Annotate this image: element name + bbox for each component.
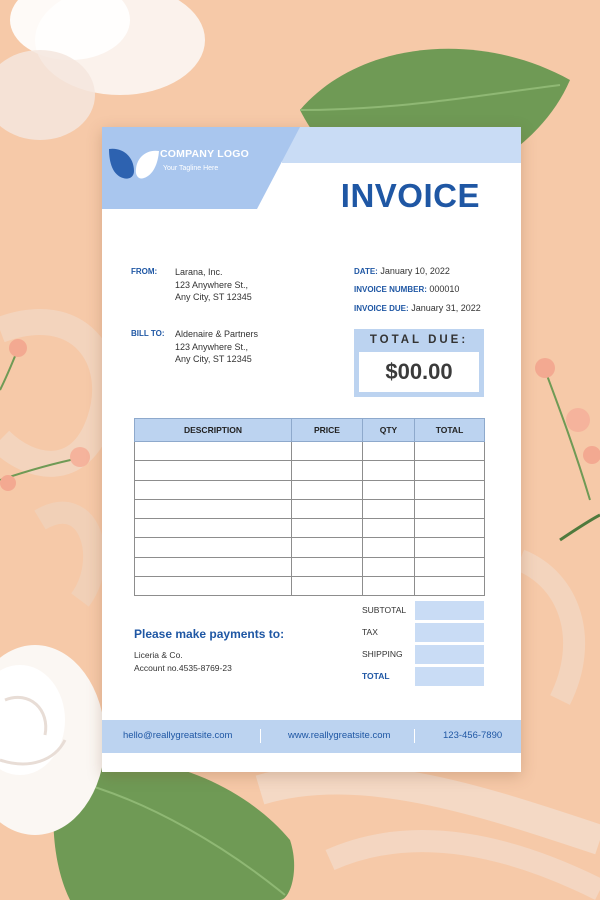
footer-phone[interactable]: 123-456-7890 (443, 730, 503, 741)
footer-email[interactable]: hello@reallygreatsite.com (123, 730, 233, 741)
invoice-number-value: 000010 (429, 284, 460, 294)
subtotal-label: SUBTOTAL (362, 605, 407, 615)
cell-description[interactable] (135, 557, 292, 576)
cell-price[interactable] (292, 461, 363, 480)
payment-title: Please make payments to: (134, 627, 285, 641)
table-row (135, 499, 485, 518)
cell-qty[interactable] (363, 442, 415, 461)
bill-to-line: Any City, ST 12345 (175, 354, 252, 364)
from-address (175, 266, 252, 304)
cell-qty[interactable] (363, 557, 415, 576)
footer-divider (414, 729, 415, 743)
shipping-field[interactable] (415, 645, 484, 664)
footer-website[interactable]: www.reallygreatsite.com (288, 730, 391, 741)
cell-description[interactable] (135, 519, 292, 538)
table-row (135, 538, 485, 557)
total-due-label: TOTAL DUE: (369, 334, 469, 346)
table-row (135, 480, 485, 499)
company-logo-text: COMPANY LOGO (160, 148, 249, 160)
column-header-price: PRICE (292, 419, 363, 442)
invoice-title: INVOICE (340, 177, 480, 214)
footer-divider (260, 729, 261, 743)
table-row (135, 557, 485, 576)
from-line: 123 Anywhere St., (175, 279, 249, 290)
cell-price[interactable] (292, 538, 363, 557)
bill-to-line: Aldenaire & Partners (175, 329, 259, 339)
cell-qty[interactable] (363, 519, 415, 538)
table-body (135, 442, 485, 596)
cell-description[interactable] (135, 480, 292, 499)
from-line: Any City, ST 12345 (175, 292, 252, 302)
table-row (135, 519, 485, 538)
total-label: TOTAL (362, 671, 390, 681)
cell-price[interactable] (292, 577, 363, 596)
cell-description[interactable] (135, 577, 292, 596)
from-line: Larana, Inc. (175, 267, 223, 277)
invoice-document (102, 127, 521, 772)
leaf-logo-icon (107, 145, 159, 181)
column-header-total: TOTAL (415, 419, 485, 442)
cell-description[interactable] (135, 538, 292, 557)
date-label: DATE: (354, 267, 378, 276)
cell-qty[interactable] (363, 461, 415, 480)
cell-description[interactable] (135, 461, 292, 480)
cell-total[interactable] (415, 499, 485, 518)
invoice-number-label: INVOICE NUMBER: (354, 285, 427, 294)
cell-qty[interactable] (363, 499, 415, 518)
cell-description[interactable] (135, 499, 292, 518)
cell-qty[interactable] (363, 577, 415, 596)
table-row (135, 577, 485, 596)
cell-total[interactable] (415, 519, 485, 538)
shipping-label: SHIPPING (362, 649, 403, 659)
cell-qty[interactable] (363, 480, 415, 499)
payment-account: Account no.4535-8769-23 (134, 662, 232, 673)
cell-total[interactable] (415, 461, 485, 480)
cell-total[interactable] (415, 442, 485, 461)
subtotal-field[interactable] (415, 601, 484, 620)
cell-total[interactable] (415, 577, 485, 596)
invoice-due-label: INVOICE DUE: (354, 304, 409, 313)
cell-price[interactable] (292, 480, 363, 499)
cell-total[interactable] (415, 557, 485, 576)
column-header-description: DESCRIPTION (135, 419, 292, 442)
bill-to-label: BILL TO: (131, 329, 165, 338)
column-header-qty: QTY (363, 419, 415, 442)
tax-label: TAX (362, 627, 378, 637)
cell-total[interactable] (415, 480, 485, 499)
cell-qty[interactable] (363, 538, 415, 557)
invoice-number-row (354, 284, 459, 294)
cell-price[interactable] (292, 557, 363, 576)
bill-to-line: 123 Anywhere St., (175, 341, 249, 352)
total-field[interactable] (415, 667, 484, 686)
table-header-row (135, 419, 485, 442)
cell-price[interactable] (292, 519, 363, 538)
cell-description[interactable] (135, 442, 292, 461)
footer-band (102, 720, 521, 753)
total-due-amount: $00.00 (359, 352, 479, 392)
items-table (134, 418, 485, 596)
from-label: FROM: (131, 267, 158, 276)
cell-price[interactable] (292, 499, 363, 518)
invoice-due-value: January 31, 2022 (411, 303, 481, 313)
payment-details (134, 649, 232, 674)
company-tagline: Your Tagline Here (163, 165, 219, 172)
table-row (135, 442, 485, 461)
total-due-box (354, 329, 484, 397)
bill-to-address (175, 328, 258, 366)
invoice-due-row (354, 303, 481, 313)
cell-price[interactable] (292, 442, 363, 461)
table-row (135, 461, 485, 480)
tax-field[interactable] (415, 623, 484, 642)
invoice-date-row (354, 266, 450, 276)
date-value: January 10, 2022 (380, 266, 450, 276)
payment-name: Liceria & Co. (134, 650, 183, 660)
cell-total[interactable] (415, 538, 485, 557)
